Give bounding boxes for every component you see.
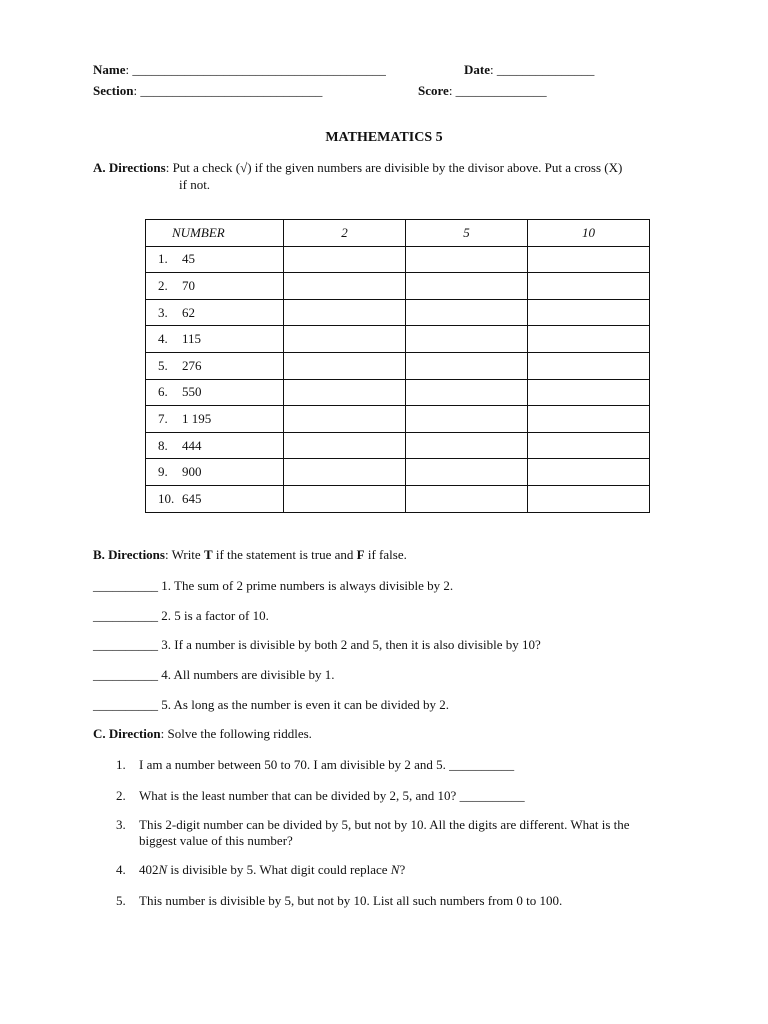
row-index: 1. [158, 251, 168, 267]
table-row [146, 406, 650, 433]
answer-cell-2[interactable] [284, 379, 406, 406]
riddle-5: 5. This number is divisible by 5, but not by 10. List all such numbers from 0 to 100. [116, 893, 563, 908]
table-row [146, 459, 650, 486]
table-header-row [146, 220, 650, 247]
section-c-label: C. Direction [93, 726, 161, 741]
number-cell [146, 326, 284, 353]
riddle-1: 1. I am a number between 50 to 70. I am divisible by 2 and 5. __________ [116, 757, 515, 772]
col-header-2: 2 [284, 220, 406, 247]
number-cell [146, 246, 284, 273]
date-label: Date [464, 62, 490, 77]
table-row [146, 246, 650, 273]
row-index: 5. [158, 357, 168, 373]
row-number: 45 [182, 251, 195, 267]
answer-cell-10[interactable] [528, 299, 650, 326]
answer-cell-10[interactable] [528, 406, 650, 433]
answer-cell-10[interactable] [528, 246, 650, 273]
answer-blank[interactable]: __________ [93, 667, 158, 682]
score-label: Score [418, 83, 449, 98]
section-field[interactable] [93, 83, 322, 99]
section-c-directions [93, 726, 312, 742]
date-field[interactable] [464, 62, 594, 78]
divisibility-table [145, 219, 650, 513]
name-line: : _______________________________________ [125, 62, 386, 77]
table-row [146, 485, 650, 512]
tf-item-2 [93, 608, 269, 624]
row-index: 4. [158, 331, 168, 347]
tf-statement: 2. 5 is a factor of 10. [158, 608, 269, 623]
answer-cell-2[interactable] [284, 406, 406, 433]
tf-item-4 [93, 667, 335, 683]
number-cell [146, 379, 284, 406]
riddle-2: 2. What is the least number that can be divided by 2, 5, and 10? __________ [116, 788, 525, 803]
answer-cell-10[interactable] [528, 326, 650, 353]
section-a-text: : Put a check (√) if the given numbers are divisible by the divisor above. Put a cross (X) [165, 160, 623, 175]
answer-cell-2[interactable] [284, 485, 406, 512]
number-cell [146, 406, 284, 433]
riddle-3: 3. This 2-digit number can be divided by 5, but not by 10. All the digits are different. What is the [116, 817, 630, 832]
table-row [146, 432, 650, 459]
row-number: 900 [182, 464, 202, 480]
section-b-directions: B. Directions: Write T if the statement is true and F if false. [93, 547, 407, 562]
name-field[interactable] [93, 62, 386, 78]
answer-cell-2[interactable] [284, 246, 406, 273]
answer-cell-5[interactable] [406, 273, 528, 300]
score-field[interactable] [418, 83, 547, 99]
answer-cell-10[interactable] [528, 485, 650, 512]
tf-item-3 [93, 637, 541, 653]
answer-cell-10[interactable] [528, 432, 650, 459]
section-a-text-cont: if not. [179, 177, 211, 192]
section-b-label: B. Directions [93, 547, 165, 562]
section-a-label: A. Directions [93, 160, 166, 175]
answer-cell-2[interactable] [284, 352, 406, 379]
row-index: 6. [158, 384, 168, 400]
col-header-5: 5 [406, 220, 528, 247]
answer-cell-5[interactable] [406, 246, 528, 273]
name-label: Name [93, 62, 126, 77]
row-number: 115 [182, 331, 202, 347]
table-row [146, 273, 650, 300]
answer-blank[interactable]: __________ [93, 637, 158, 652]
number-cell [146, 459, 284, 486]
section-line: : ____________________________ [133, 83, 323, 98]
section-a-directions [93, 160, 622, 176]
answer-cell-10[interactable] [528, 459, 650, 486]
number-cell [146, 273, 284, 300]
answer-cell-5[interactable] [406, 299, 528, 326]
answer-blank[interactable]: __________ [93, 578, 158, 593]
row-number: 70 [182, 277, 195, 293]
number-cell [146, 299, 284, 326]
row-number: 1 195 [182, 410, 212, 426]
answer-cell-5[interactable] [406, 485, 528, 512]
number-cell [146, 485, 284, 512]
riddle-3-cont: biggest value of this number? [139, 833, 293, 848]
answer-cell-5[interactable] [406, 406, 528, 433]
answer-cell-2[interactable] [284, 326, 406, 353]
answer-cell-2[interactable] [284, 299, 406, 326]
date-line: : _______________ [490, 62, 595, 77]
tf-item-1 [93, 578, 453, 594]
answer-cell-5[interactable] [406, 352, 528, 379]
answer-cell-2[interactable] [284, 459, 406, 486]
table-row [146, 379, 650, 406]
col-header-10: 10 [528, 220, 650, 247]
riddle-4: 4. 402N is divisible by 5. What digit could replace N? [116, 862, 406, 877]
answer-cell-2[interactable] [284, 432, 406, 459]
page-title: MATHEMATICS 5 [325, 130, 443, 145]
row-number: 62 [182, 304, 195, 320]
row-index: 3. [158, 304, 168, 320]
row-number: 444 [182, 437, 202, 453]
table-row [146, 326, 650, 353]
tf-item-5 [93, 697, 449, 713]
number-cell [146, 352, 284, 379]
row-index: 10. [158, 490, 175, 506]
section-c-text: : Solve the following riddles. [160, 726, 312, 741]
row-number: 276 [182, 357, 202, 373]
row-number: 550 [182, 384, 202, 400]
table-row [146, 299, 650, 326]
row-number: 645 [182, 490, 202, 506]
answer-cell-10[interactable] [528, 273, 650, 300]
answer-cell-10[interactable] [528, 379, 650, 406]
number-cell [146, 432, 284, 459]
answer-cell-5[interactable] [406, 326, 528, 353]
tf-statement: 1. The sum of 2 prime numbers is always divisible by 2. [158, 578, 454, 593]
table-row [146, 352, 650, 379]
tf-statement: 4. All numbers are divisible by 1. [158, 667, 335, 682]
answer-cell-10[interactable] [528, 352, 650, 379]
answer-blank[interactable]: __________ [93, 697, 158, 712]
tf-statement: 3. If a number is divisible by both 2 and 5, then it is also divisible by 10? [158, 637, 541, 652]
row-index: 2. [158, 277, 168, 293]
answer-blank[interactable]: __________ [93, 608, 158, 623]
section-label: Section [93, 83, 134, 98]
answer-cell-5[interactable] [406, 432, 528, 459]
answer-cell-5[interactable] [406, 379, 528, 406]
row-index: 7. [158, 410, 168, 426]
row-index: 8. [158, 437, 168, 453]
tf-statement: 5. As long as the number is even it can be divided by 2. [158, 697, 450, 712]
answer-cell-2[interactable] [284, 273, 406, 300]
score-line: : ______________ [448, 83, 547, 98]
answer-cell-5[interactable] [406, 459, 528, 486]
col-header-number: NUMBER [146, 220, 284, 247]
row-index: 9. [158, 464, 168, 480]
